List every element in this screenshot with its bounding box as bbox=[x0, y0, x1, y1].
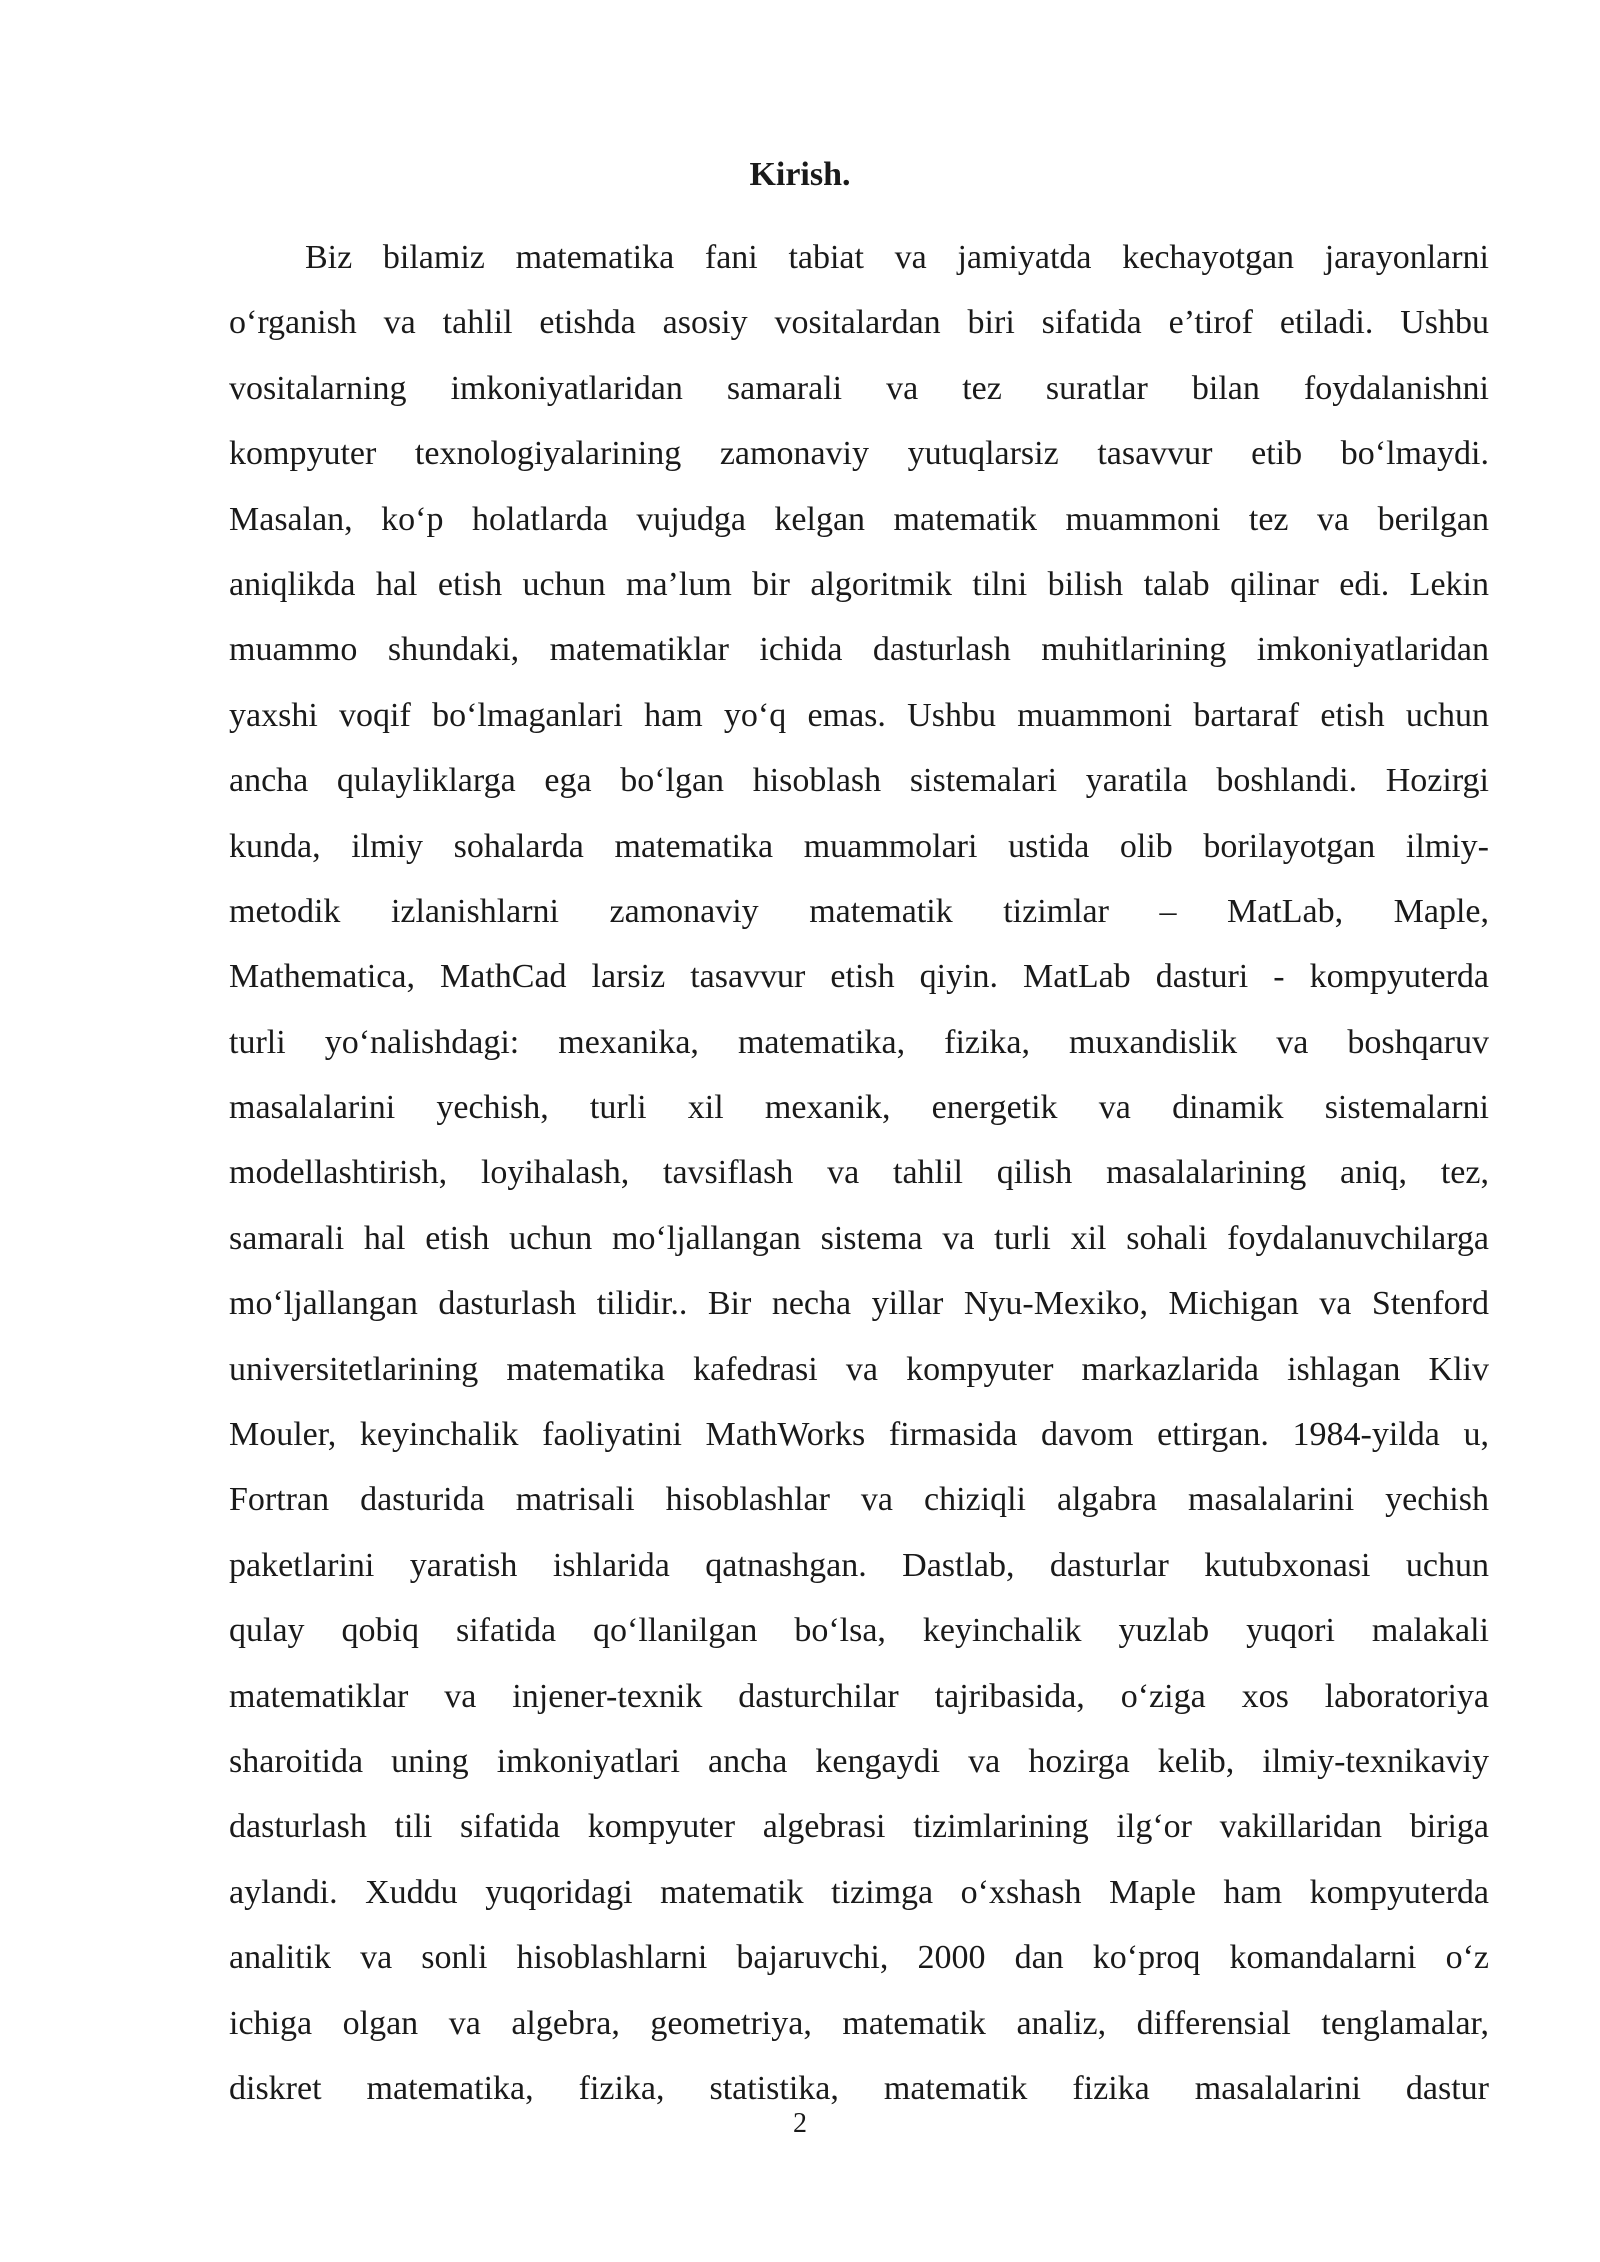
text-line: mo‘ljallangan dasturlash tilidir.. Bir necha yillar Nyu-Mexiko, Michigan va Stenford bbox=[229, 1285, 1489, 1323]
text-line: aylandi. Xuddu yuqoridagi matematik tizimga o‘xshash Maple ham kompyuterda bbox=[229, 1873, 1489, 1911]
text-line: analitik va sonli hisoblashlarni bajaruvchi, 2000 dan ko‘proq komandalarni o‘z bbox=[229, 1939, 1489, 1977]
page-title: Kirish. bbox=[749, 156, 851, 193]
body-paragraph bbox=[229, 225, 1489, 2121]
text-line: ichiga olgan va algebra, geometriya, matematik analiz, differensial tenglamalar, bbox=[229, 2004, 1489, 2042]
text-line: universitetlarining matematika kafedrasi va kompyuter markazlarida ishlagan Kliv bbox=[229, 1350, 1489, 1388]
text-line: ancha qulayliklarga ega bo‘lgan hisoblash sistemalari yaratila boshlandi. Hozirgi bbox=[229, 762, 1489, 800]
text-line: metodik izlanishlarni zamonaviy matematik tizimlar – MatLab, Maple, bbox=[229, 892, 1489, 930]
text-line: Fortran dasturida matrisali hisoblashlar va chiziqli algabra masalalarini yechish bbox=[229, 1481, 1489, 1519]
text-line: kompyuter texnologiyalarining zamonaviy yutuqlarsiz tasavvur etib bo‘lmaydi. bbox=[229, 435, 1489, 473]
text-line: qulay qobiq sifatida qo‘llanilgan bo‘lsa, keyinchalik yuzlab yuqori malakali bbox=[229, 1612, 1489, 1650]
text-line: matematiklar va injener-texnik dasturchilar tajribasida, o‘ziga xos laboratoriya bbox=[229, 1677, 1489, 1715]
text-line: paketlarini yaratish ishlarida qatnashgan. Dastlab, dasturlar kutubxonasi uchun bbox=[229, 1546, 1489, 1584]
text-line: turli yo‘nalishdagi: mexanika, matematika, fizika, muxandislik va boshqaruv bbox=[229, 1023, 1489, 1061]
text-line: Masalan, ko‘p holatlarda vujudga kelgan matematik muammoni tez va berilgan bbox=[229, 500, 1489, 538]
text-line: samarali hal etish uchun mo‘ljallangan sistema va turli xil sohali foydalanuvchilarga bbox=[229, 1219, 1489, 1257]
text-line: Mathematica, MathCad larsiz tasavvur etish qiyin. MatLab dasturi - kompyuterda bbox=[229, 958, 1489, 996]
text-line: modellashtirish, loyihalash, tavsiflash va tahlil qilish masalalarining aniq, tez, bbox=[229, 1154, 1489, 1192]
text-line: vositalarning imkoniyatlaridan samarali va tez suratlar bilan foydalanishni bbox=[229, 369, 1489, 407]
text-line: Mouler, keyinchalik faoliyatini MathWorks firmasida davom ettirgan. 1984-yilda u, bbox=[229, 1416, 1489, 1454]
page-number: 2 bbox=[793, 2108, 807, 2139]
text-line: dasturlash tili sifatida kompyuter algebrasi tizimlarining ilg‘or vakillaridan biriga bbox=[229, 1808, 1489, 1846]
text-line: Biz bilamiz matematika fani tabiat va jamiyatda kechayotgan jarayonlarni bbox=[305, 239, 1489, 276]
text-line: yaxshi voqif bo‘lmaganlari ham yo‘q emas. Ushbu muammoni bartaraf etish uchun bbox=[229, 696, 1489, 734]
text-line: kunda, ilmiy sohalarda matematika muammolari ustida olib borilayotgan ilmiy- bbox=[229, 827, 1489, 865]
text-line: diskret matematika, fizika, statistika, matematik fizika masalalarini dastur bbox=[229, 2069, 1489, 2107]
text-line: o‘rganish va tahlil etishda asosiy vositalardan biri sifatida e’tirof etiladi. Ushbu bbox=[229, 304, 1489, 342]
text-line: masalalarini yechish, turli xil mexanik, energetik va dinamik sistemalarni bbox=[229, 1089, 1489, 1127]
text-line: muammo shundaki, matematiklar ichida dasturlash muhitlarining imkoniyatlaridan bbox=[229, 631, 1489, 669]
text-line: aniqlikda hal etish uchun ma’lum bir algoritmik tilni bilish talab qilinar edi. Lekin bbox=[229, 565, 1489, 603]
text-line: sharoitida uning imkoniyatlari ancha kengaydi va hozirga kelib, ilmiy-texnikaviy bbox=[229, 1742, 1489, 1780]
